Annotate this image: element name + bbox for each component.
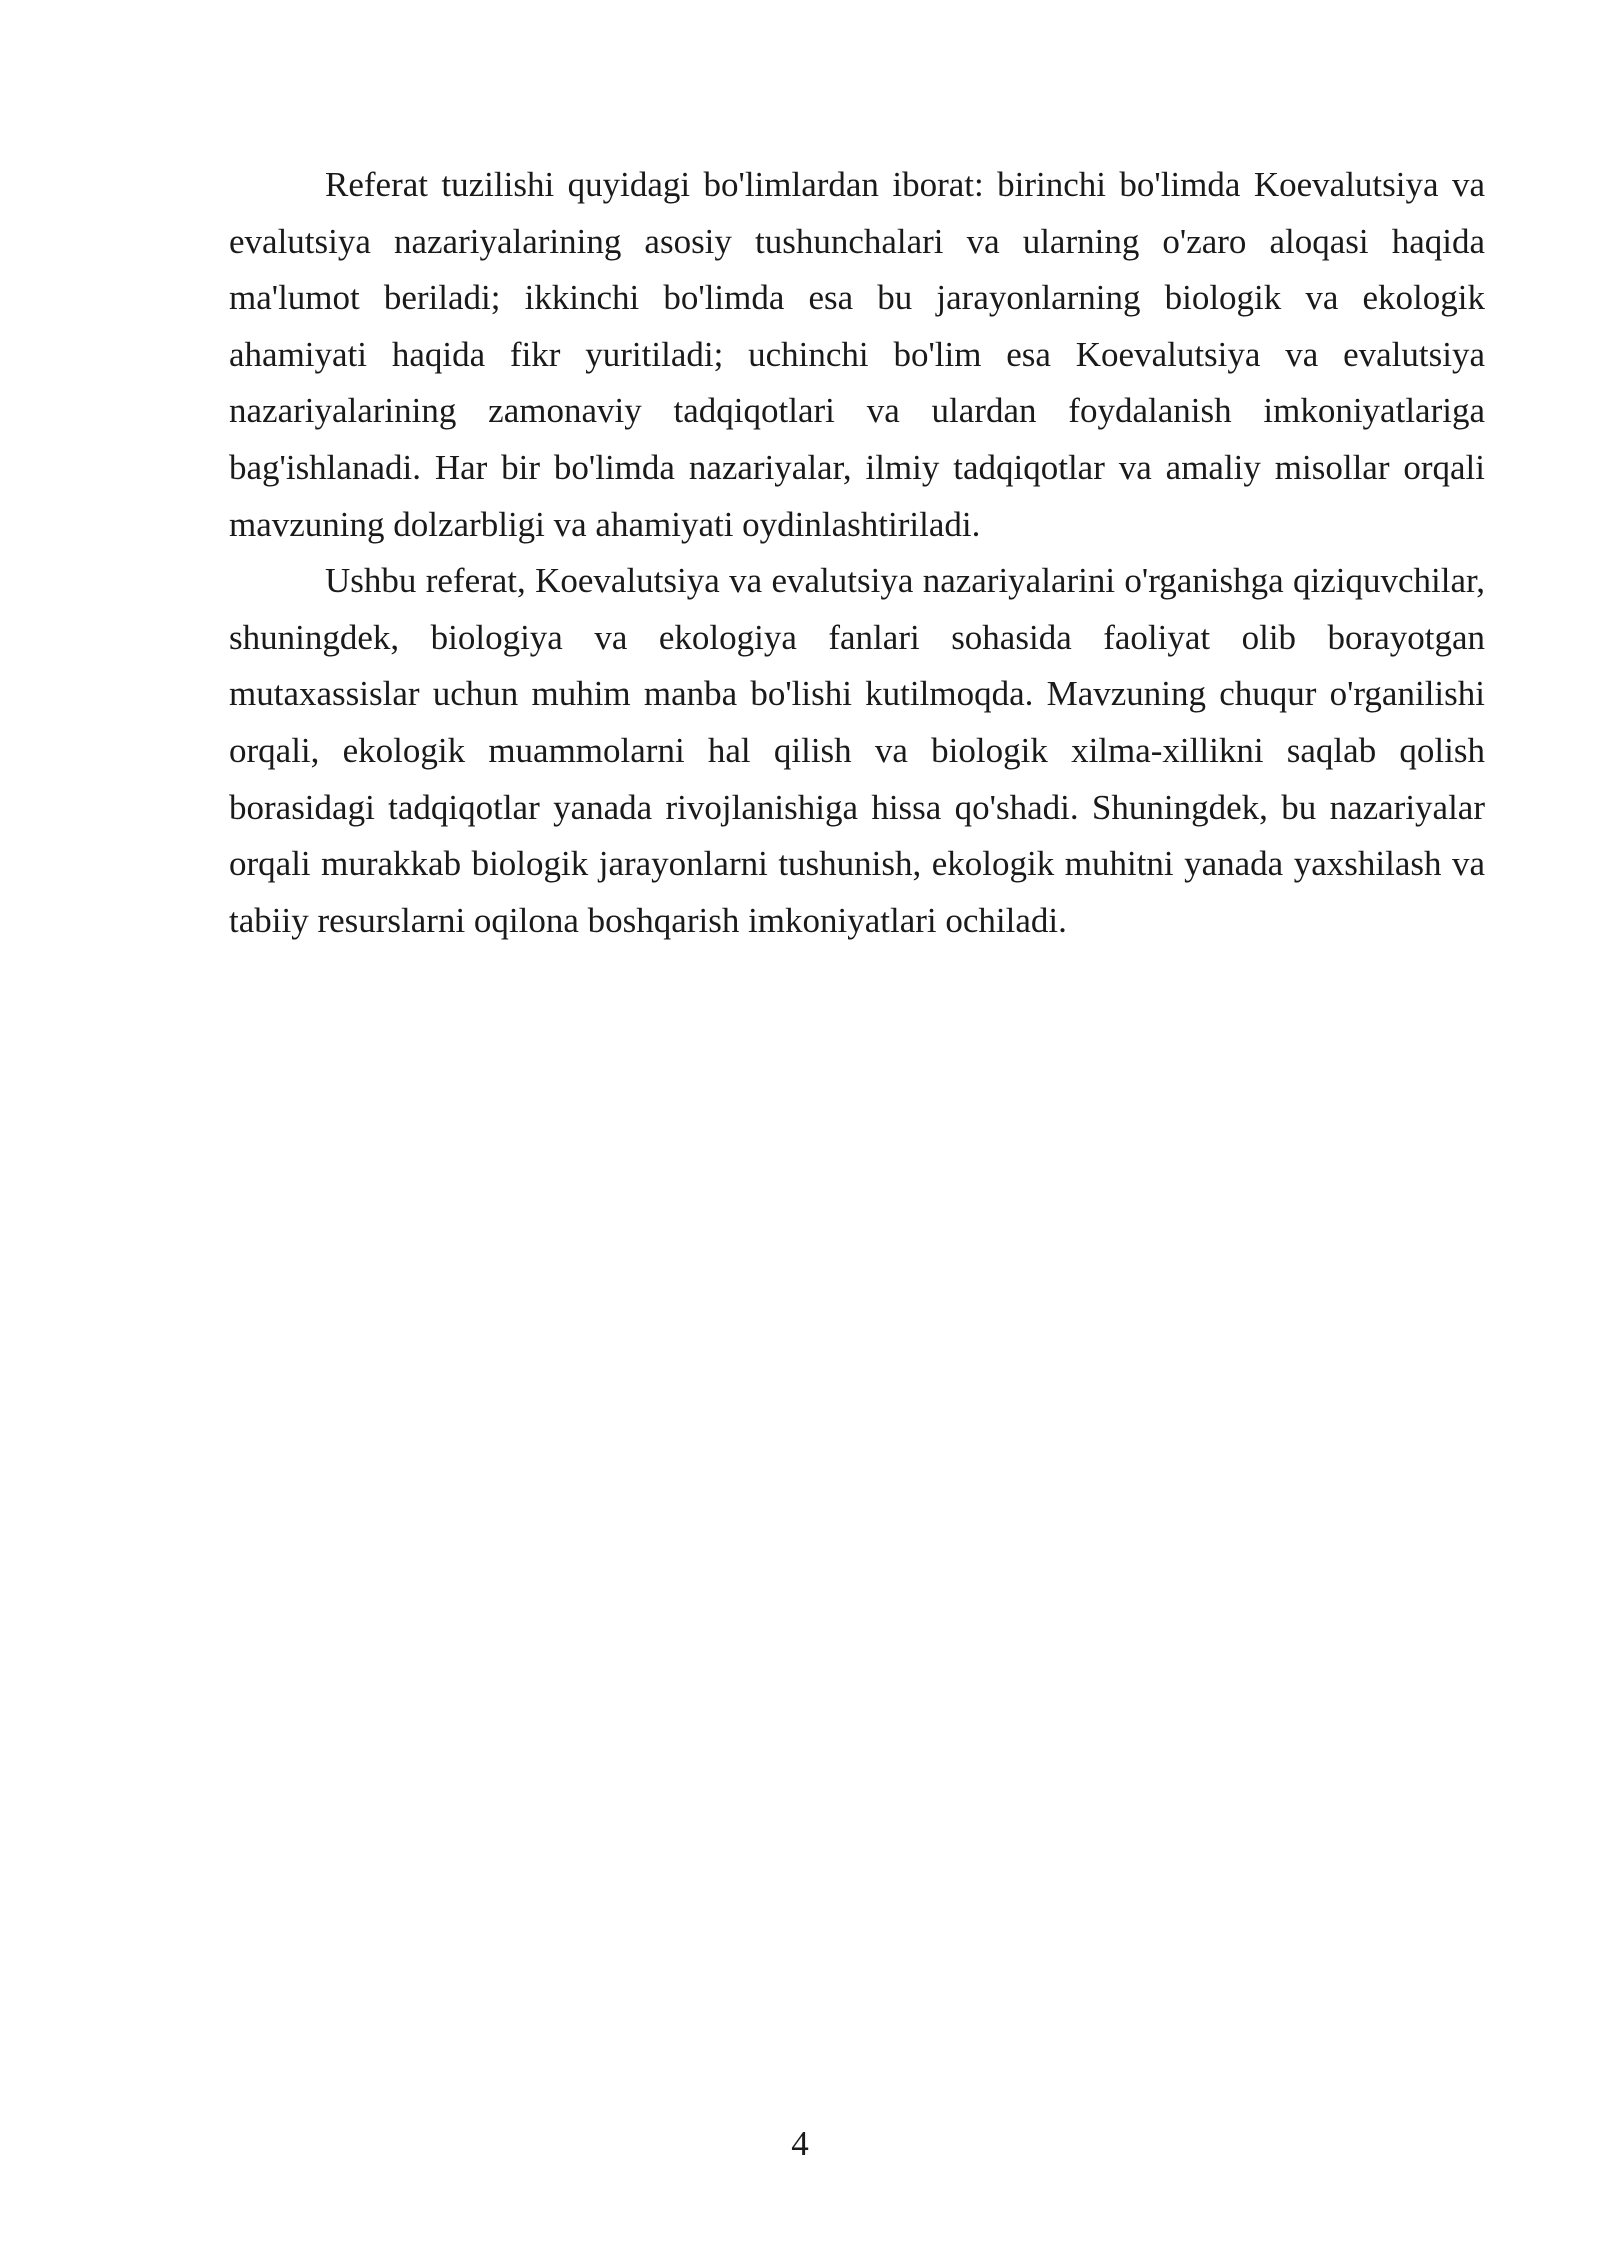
document-body [229, 157, 1485, 949]
paragraph-purpose: Ushbu referat, Koevalutsiya va evalutsiya nazariyalarini o'rganishga qiziquvchilar, shuningdek, biologiya va ekologiya fanlari sohasida faoliyat olib borayotgan mutaxassislar uchun muhim manba bo'lishi kutilmoqda. Mavzuning chuqur o'rganilishi orqali, ekologik muammolarni hal qilish va biologik xilma-xillikni saqlab qolish borasidagi tadqiqotlar yanada rivojlanishiga hissa qo'shadi. Shuningdek, bu nazariyalar orqali murakkab biologik jarayonlarni tushunish, ekologik muhitni yanada yaxshilash va tabiiy resurslarni oqilona boshqarish imkoniyatlari ochiladi. [229, 561, 1485, 940]
paragraph-structure: Referat tuzilishi quyidagi bo'limlardan iborat: birinchi bo'limda Koevalutsiya va evalutsiya nazariyalarining asosiy tushunchalari va ularning o'zaro aloqasi haqida ma'lumot beriladi; ikkinchi bo'limda esa bu jarayonlarning biologik va ekologik ahamiyati haqida fikr yuritiladi; uchinchi bo'lim esa Koevalutsiya va evalutsiya nazariyalarining zamonaviy tadqiqotlari va ulardan foydalanish imkoniyatlariga bag'ishlanadi. Har bir bo'limda nazariyalar, ilmiy tadqiqotlar va amaliy misollar orqali mavzuning dolzarbligi va ahamiyati oydinlashtiriladi. [229, 165, 1485, 544]
page-number: 4 [791, 2124, 809, 2163]
